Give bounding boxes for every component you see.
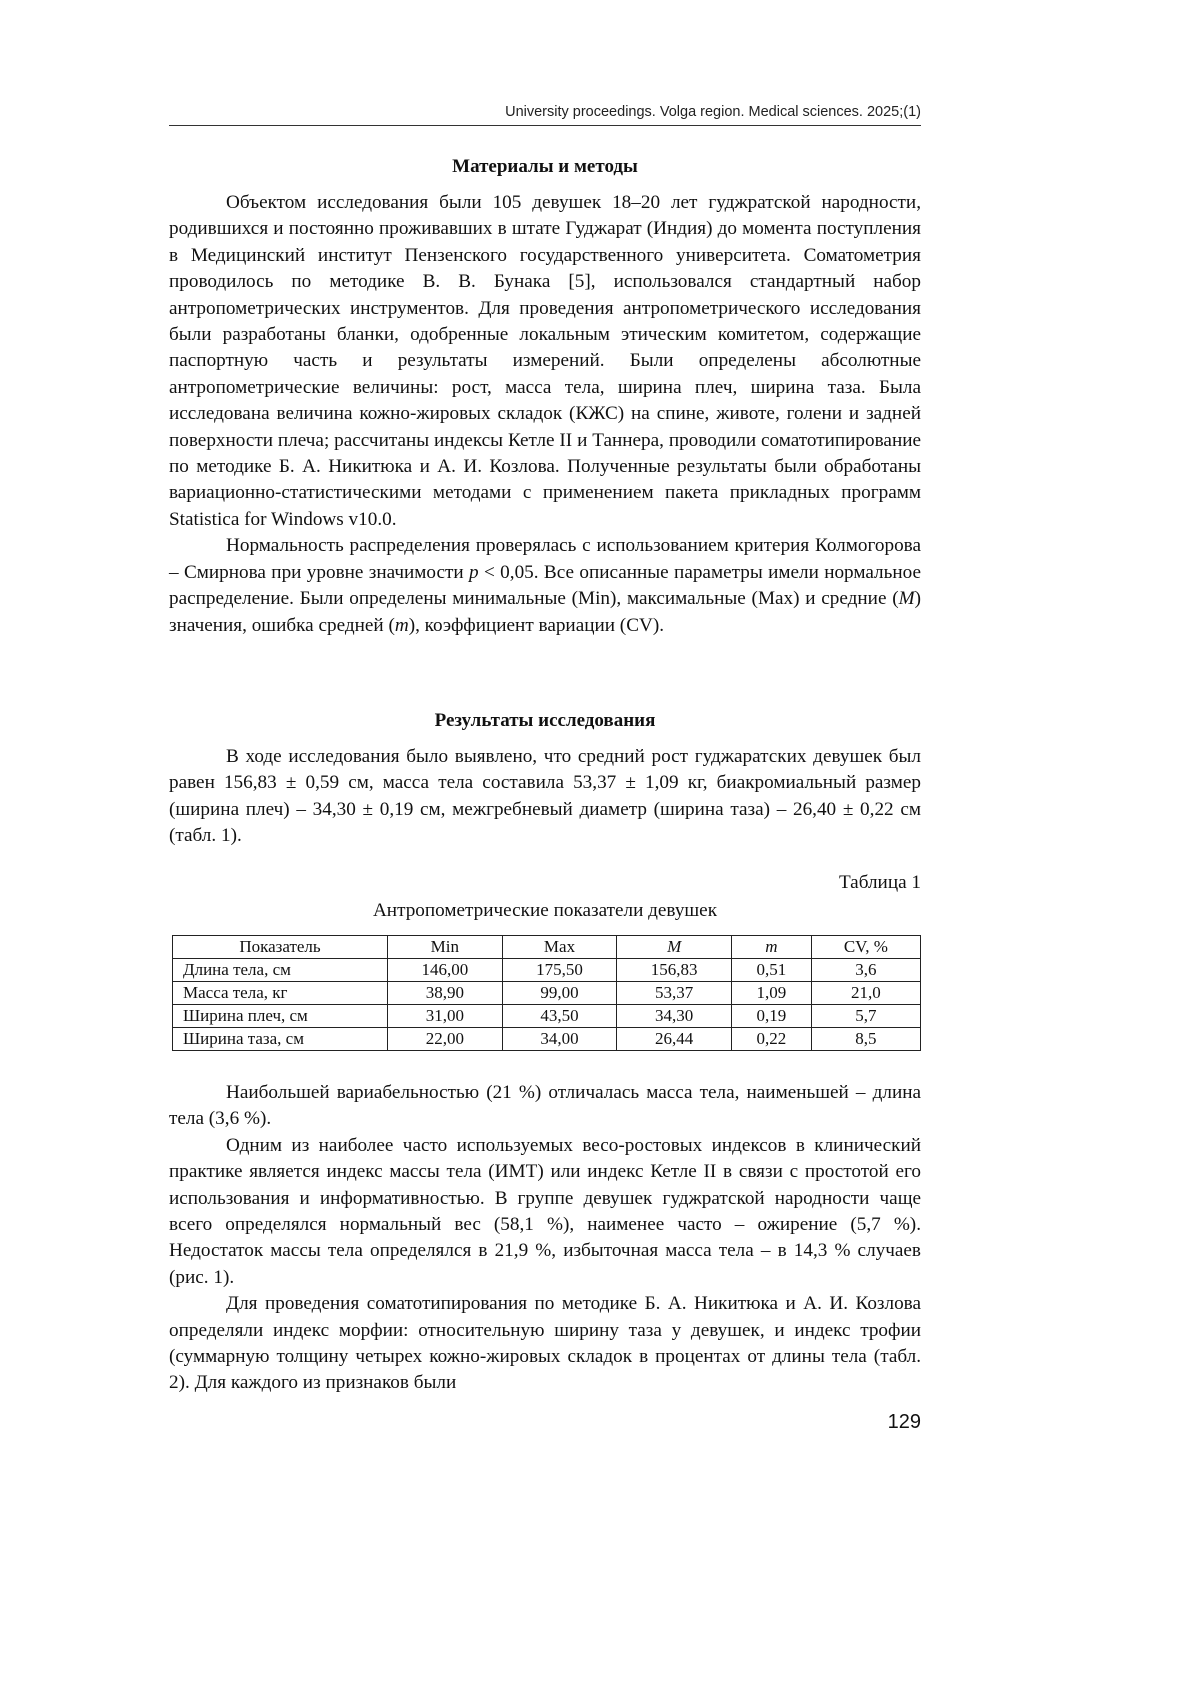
table-cell: 156,83 [617, 959, 732, 982]
results-text [169, 744, 921, 850]
table-cell: 0,51 [732, 959, 812, 982]
table-cell: Масса тела, кг [173, 982, 388, 1005]
table-cell: 1,09 [732, 982, 812, 1005]
table-cell: 8,5 [811, 1028, 920, 1051]
table-cell: 34,00 [502, 1028, 617, 1051]
table-row [173, 1005, 921, 1028]
section-title-methods: Материалы и методы [452, 156, 638, 177]
table-label: Таблица 1 [838, 872, 921, 893]
table-cell: 34,30 [617, 1005, 732, 1028]
discussion-paragraph-2: Одним из наиболее часто используемых весо-ростовых индексов в клинический практике является индекс массы тела (ИМТ) или индекс Кетле II в связи с простотой его использования и информативностью. В группе девушек гуджратской народности чаще всего определялся нормальный вес (58,1 %), наименее часто – ожирение (5,7 %). Недостаток массы тела определялся в 21,9 %, избыточная масса тела – в 14,3 % случаев (рис. 1). [169, 1134, 921, 1288]
table-cell: 175,50 [502, 959, 617, 982]
col-header-max: Max [502, 936, 617, 959]
table-cell: 0,22 [732, 1028, 812, 1051]
table-cell: 43,50 [502, 1005, 617, 1028]
section-title-results: Результаты исследования [434, 710, 656, 731]
results-paragraph-1: В ходе исследования было выявлено, что средний рост гуджаратских девушек был равен 156,83 ± 0,59 см, масса тела составила 53,37 ± 1,09 кг, биакромиальный размер (ширина плеч) – 34,30 ± 0,19 см, межгребневый диаметр (ширина таза) – 26,40 ± 0,22 см (табл. 1). [169, 746, 921, 847]
col-header-indicator: Показатель [173, 936, 388, 959]
table-cell: 0,19 [732, 1005, 812, 1028]
table-cell: Ширина таза, см [173, 1028, 388, 1051]
discussion-text [169, 1080, 921, 1397]
table-header-row [173, 936, 921, 959]
anthropometric-table [172, 935, 921, 1051]
table-cell: 38,90 [388, 982, 503, 1005]
col-header-min: Min [388, 936, 503, 959]
table-cell: 53,37 [617, 982, 732, 1005]
table-row [173, 1028, 921, 1051]
table-cell: 146,00 [388, 959, 503, 982]
page-number: 129 [887, 1411, 921, 1433]
table-cell: 22,00 [388, 1028, 503, 1051]
running-head: University proceedings. Volga region. Medical sciences. 2025;(1) [505, 104, 921, 120]
table-cell: 21,0 [811, 982, 920, 1005]
table-cell: 5,7 [811, 1005, 920, 1028]
table-cell: 3,6 [811, 959, 920, 982]
table-caption: Антропометрические показатели девушек [372, 900, 718, 921]
table-cell: 26,44 [617, 1028, 732, 1051]
table-cell: Ширина плеч, см [173, 1005, 388, 1028]
table-row [173, 959, 921, 982]
header-rule [169, 125, 921, 126]
methods-paragraph-2: Нормальность распределения проверялась с использованием критерия Колмогорова – Смирнова при уровне значимости p < 0,05. Все описанные параметры имели нормальное распределение. Были определены минимальные (Min), максимальные (Max) и средние (M) значения, ошибка средней (m), коэффициент вариации (CV). [169, 535, 921, 636]
table-row [173, 982, 921, 1005]
discussion-paragraph-1: Наибольшей вариабельностью (21 %) отличалась масса тела, наименьшей – длина тела (3,6 %). [169, 1082, 921, 1130]
col-header-cv: CV, % [811, 936, 920, 959]
table-cell: 99,00 [502, 982, 617, 1005]
col-header-error: m [732, 936, 812, 959]
methods-paragraph-1: Объектом исследования были 105 девушек 18–20 лет гуджратской народности, родившихся и постоянно проживавших в штате Гуджарат (Индия) до момента поступления в Медицинский институт Пензенского государственного университета. Соматометрия проводилось по методике В. В. Бунака [5], использовался стандартный набор антропометрических инструментов. Для проведения антропометрического исследования были разработаны бланки, одобренные локальным этическим комитетом, содержащие паспортную часть и результаты измерений. Были определены абсолютные антропометрические величины: рост, масса тела, ширина плеч, ширина таза. Была исследована величина кожно-жировых складок (КЖС) на спине, животе, голени и задней поверхности плеча; рассчитаны индексы Кетле II и Таннера, проводили соматотипирование по методике Б. А. Никитюка и А. И. Козлова. Полученные результаты были обработаны вариационно-статистическими методами с применением пакета прикладных программ Statistica for Windows v10.0. [169, 192, 921, 530]
table-cell: 31,00 [388, 1005, 503, 1028]
methods-text [169, 190, 921, 639]
table-cell: Длина тела, см [173, 959, 388, 982]
col-header-mean: M [617, 936, 732, 959]
discussion-paragraph-3: Для проведения соматотипирования по методике Б. А. Никитюка и А. И. Козлова определяли индекс морфии: относительную ширину таза у девушек, и индекс трофии (суммарную толщину четырех кожно-жировых складок в процентах от длины тела (табл. 2). Для каждого из признаков были [169, 1293, 921, 1394]
